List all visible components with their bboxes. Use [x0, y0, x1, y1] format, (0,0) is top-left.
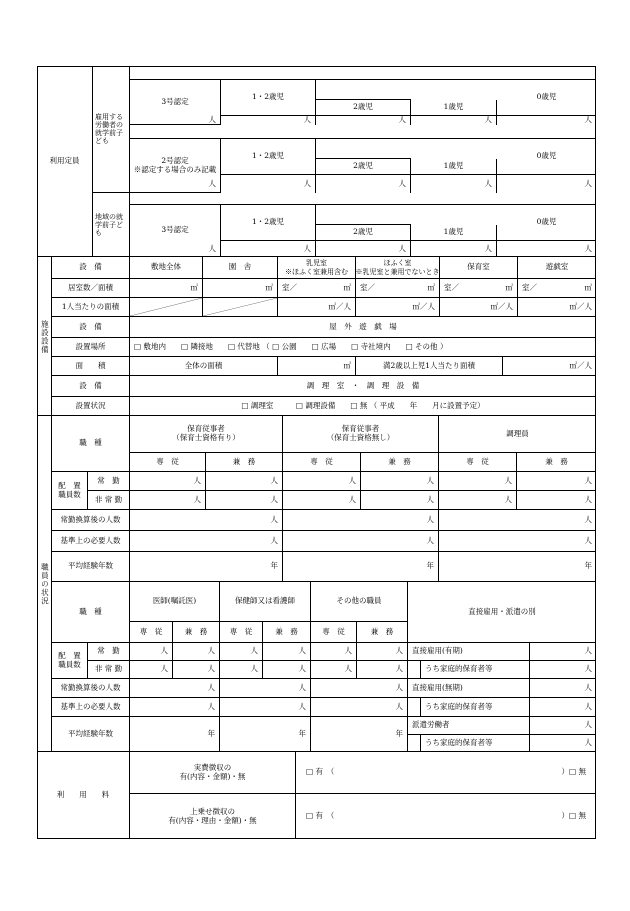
unit-person-2: 人	[411, 175, 497, 193]
unit-person: 人	[584, 738, 592, 748]
cell-text: 保育従事者	[341, 424, 380, 434]
unit-m2: ㎡	[130, 279, 203, 298]
unit-person: 人	[311, 643, 357, 661]
cell-text: 配 置	[58, 480, 81, 490]
sub-header: 兼 務	[173, 622, 220, 643]
unit-person-1: 人	[130, 116, 221, 125]
unit-person: 人	[530, 698, 596, 717]
cell-text: 配 置	[58, 650, 81, 660]
assigned-label	[52, 643, 88, 679]
unit-cell: 年	[283, 552, 439, 582]
cell-text: 有(内容・理由・金額)・無	[168, 815, 257, 825]
cell-text: 上乗せ徴収の	[190, 806, 235, 816]
fee-options	[296, 794, 596, 839]
blank-row-2	[130, 125, 596, 139]
cert-label-1: 3号認定	[130, 80, 221, 125]
unit-person: 人	[530, 661, 596, 679]
room-area-cell	[278, 279, 356, 298]
unit-person: 人	[517, 491, 596, 510]
sub-header: 兼 務	[517, 453, 596, 472]
nonregular-label: 非 常 勤	[88, 491, 130, 510]
sub-header: 専 従	[311, 622, 357, 643]
unit-m2-per: ㎡／人	[440, 298, 518, 317]
age-1-2-1: 1・2歳児	[221, 80, 316, 116]
age-2-2: 2歳児	[316, 159, 411, 175]
unit-cell: 年	[130, 717, 220, 752]
unit-cell: 人	[439, 510, 596, 531]
x	[408, 661, 420, 679]
unit-person: 人	[283, 472, 361, 491]
nonregular-label: 非 常 勤	[88, 661, 130, 679]
unit-m2-per: ㎡／人	[278, 298, 356, 317]
regular-label: 常 勤	[88, 643, 130, 661]
cell-3	[316, 205, 411, 225]
unit-person: 人	[517, 472, 596, 491]
cert-label-3: 3号認定	[130, 205, 221, 257]
unit-text: 室／	[522, 282, 537, 292]
sub-header: 兼 務	[263, 622, 311, 643]
cell-text: （保育士資格有り）	[172, 433, 240, 442]
unit-person: 人	[357, 643, 408, 661]
assigned-label	[52, 472, 88, 510]
sub-header: 専 従	[283, 453, 361, 472]
actual-fee-label	[130, 752, 296, 794]
outdoor-title: 屋 外 遊 戯 場	[130, 317, 596, 338]
unit-cell: 人	[283, 510, 439, 531]
kitchen-options: □ 調理室 □ 調理設備 □ 無 （ 平成 年 月に設置予定）	[241, 401, 485, 411]
sub-header: 専 従	[130, 453, 206, 472]
unit-person: 人	[311, 661, 357, 679]
fee-option-text: ）□ 無	[561, 811, 586, 821]
x	[408, 698, 420, 717]
cell-text: 2号認定	[161, 155, 189, 165]
unit-person: 人	[263, 661, 311, 679]
status-label: 設置状況	[52, 397, 130, 416]
col-doctor: 医師(嘱託医)	[130, 582, 220, 622]
row-label: 基準上の必要人数	[52, 531, 130, 552]
unit-m2: ㎡	[203, 279, 278, 298]
cell-text: （保育士資格無し）	[326, 433, 395, 442]
unit-cell: 年	[311, 717, 408, 752]
cell-text: 職員数	[58, 659, 81, 669]
unit-person: 人	[130, 491, 206, 510]
usage-label: 利用定員	[37, 66, 93, 257]
facility-col-header	[356, 257, 440, 279]
unit-text: ㎡	[427, 282, 435, 292]
row-label: 平均経験年数	[52, 717, 130, 752]
cell-text: ※認定する場合のみ記載	[133, 164, 217, 174]
employment-type-label: 派遣労働者	[408, 717, 530, 735]
cell-1	[316, 80, 411, 100]
unit-person: 人	[439, 472, 517, 491]
diagonal-line	[203, 298, 277, 316]
unit-cell: 年	[220, 717, 311, 752]
total-area: 全体の面積	[130, 357, 278, 376]
unit-person: 人	[206, 491, 283, 510]
age-0-2: 0歳児	[497, 139, 596, 175]
unit-person-2: 人	[221, 175, 316, 193]
unit-person: 人	[220, 643, 263, 661]
unit-cell: 人	[220, 698, 311, 717]
sub-header: 兼 務	[206, 453, 283, 472]
row-label: 常勤換算後の人数	[52, 679, 130, 698]
room-area-cell	[440, 279, 518, 298]
employment-type-label: 直接雇用(無期)	[408, 679, 530, 698]
kitchen-title: 調 理 室 ・ 調 理 設 備	[130, 376, 596, 397]
unit-person: 人	[283, 491, 361, 510]
group-employed: 雇用する労働者の就学前子ども	[93, 66, 130, 193]
unit-cell: 人	[130, 698, 220, 717]
facility-col-header: 保育室	[440, 257, 518, 279]
staff-label: 職員の状況	[37, 416, 52, 752]
unit-cell: 人	[439, 531, 596, 552]
facility-col-header	[278, 257, 356, 279]
unit-person: 人	[530, 717, 596, 735]
unit-person: 人	[130, 472, 206, 491]
cell-text: 実費徴収の	[193, 762, 232, 772]
per-child-area: 満2歳以上児1人当たり面積	[356, 357, 503, 376]
cell-text: ※乳児室と兼用でないとき	[355, 267, 440, 276]
sub-header: 専 従	[130, 622, 173, 643]
unit-cell: 人	[311, 698, 408, 717]
col-cook: 調理員	[439, 416, 596, 453]
col-qualified	[130, 416, 283, 453]
age-1-2: 1歳児	[411, 159, 497, 175]
equipment-label: 設 備	[52, 376, 130, 397]
unit-person: 人	[220, 661, 263, 679]
unit-person: 人	[263, 643, 311, 661]
unit-person-3: 人	[130, 241, 221, 257]
unit-cell: 人	[130, 531, 283, 552]
extra-fee-label	[130, 794, 296, 839]
sub-header: 兼 務	[357, 622, 408, 643]
col-unqualified	[283, 416, 439, 453]
cell-text: 職員数	[58, 489, 81, 499]
col-employment-type: 直接雇用・派遣の別	[408, 582, 596, 643]
sub-header: 兼 務	[361, 453, 439, 472]
row-label: 基準上の必要人数	[52, 698, 130, 717]
unit-text: 室／	[282, 282, 297, 292]
diagonal-line	[130, 298, 202, 316]
employment-type-label: うち家庭的保育者等	[420, 698, 530, 717]
unit-person-1: 人	[584, 115, 592, 125]
fee-option-text: □ 有 （	[306, 811, 335, 821]
unit-person-3: 人	[411, 241, 497, 257]
fees-label: 利 用 料	[37, 752, 130, 839]
unit-cell: 人	[130, 679, 220, 698]
col-other: その他の職員	[311, 582, 408, 622]
unit-cell: 人	[220, 679, 311, 698]
cell-text: 保育従事者	[187, 424, 225, 434]
unit-person: 人	[361, 491, 439, 510]
unit-cell: 人	[311, 679, 408, 698]
unit-person-2: 人	[316, 175, 411, 193]
row-label: 常勤換算後の人数	[52, 510, 130, 531]
unit-person: 人	[357, 661, 408, 679]
unit-person: 人	[130, 643, 173, 661]
age-0-3: 0歳児	[497, 205, 596, 241]
col-nurse: 保健師又は看護師	[220, 582, 311, 622]
unit-text: ㎡	[584, 282, 592, 292]
unit-person: 人	[130, 661, 173, 679]
cell-text: ※ほふく室兼用含む	[285, 267, 348, 276]
blank-row-3	[130, 193, 596, 205]
unit-cell: 人	[130, 510, 283, 531]
age-2-3: 2歳児	[316, 225, 411, 241]
fee-option-text: □ 有 （	[306, 767, 335, 777]
facility-label: 施設設備	[37, 257, 52, 416]
unit-text: ㎡	[505, 282, 513, 292]
facility-col-header: 園 舎	[203, 257, 278, 279]
unit-person: 人	[530, 643, 596, 661]
equipment-label: 設 備	[52, 317, 130, 338]
slashed-cell	[130, 298, 203, 317]
row-rooms: 居室数／面積	[52, 279, 130, 298]
age-0-1: 0歳児	[497, 80, 596, 116]
unit-m2-per: ㎡／人	[518, 298, 596, 317]
unit-person-2: 人	[584, 178, 592, 188]
blank-row	[130, 66, 596, 80]
cell-text: 乳児室	[306, 259, 327, 268]
unit-text: 室／	[360, 282, 375, 292]
unit-person-2: 人	[130, 175, 221, 193]
form-table	[37, 66, 596, 839]
unit-person: 人	[439, 491, 517, 510]
room-area-cell	[356, 279, 440, 298]
sub-header: 専 従	[220, 622, 263, 643]
employment-type-label: うち家庭的保育者等	[420, 735, 530, 752]
employment-type-label: 直接雇用(有期)	[408, 643, 530, 661]
area-label: 面 積	[52, 357, 130, 376]
unit-m2-per: ㎡／人	[356, 298, 440, 317]
unit-text: 室／	[444, 282, 459, 292]
cell-text: ほふく室	[383, 259, 412, 268]
sub-header: 専 従	[439, 453, 517, 472]
fee-options	[296, 752, 596, 794]
unit-person: 人	[361, 472, 439, 491]
unit-text: ㎡	[343, 282, 351, 292]
unit-cell: 年	[130, 552, 283, 582]
unit-person-1: 人	[411, 116, 497, 125]
age-1-1: 1歳児	[411, 100, 497, 116]
unit-person-1: 人	[221, 116, 316, 125]
facility-col-header: 敷地全体	[130, 257, 203, 279]
age-1-2-3: 1・2歳児	[221, 205, 316, 241]
job-type: 職 種	[52, 582, 130, 643]
age-2-1: 2歳児	[316, 100, 411, 116]
facility-col-header: 遊戯室	[518, 257, 596, 279]
regular-label: 常 勤	[88, 472, 130, 491]
location-options: □ 敷地内 □ 隣接地 □ 代替地 （ □ 公園 □ 広場 □ 寺社境内 □ その他 ）	[130, 338, 596, 357]
facility-col-header: 設 備	[52, 257, 130, 279]
job-type: 職 種	[52, 416, 130, 472]
unit-person-1: 人	[316, 116, 411, 125]
employment-type-label: うち家庭的保育者等	[420, 661, 530, 679]
unit-person: 人	[173, 643, 220, 661]
row-per-person: 1人当たりの面積	[52, 298, 130, 317]
unit-person-3: 人	[221, 241, 316, 257]
room-area-cell	[518, 279, 596, 298]
cell-2	[316, 139, 411, 159]
unit-person: 人	[530, 679, 596, 698]
row-label: 平均経験年数	[52, 552, 130, 582]
unit-person-3: 人	[584, 243, 592, 253]
unit-person-3: 人	[316, 241, 411, 257]
age-1-2-2: 1・2歳児	[221, 139, 316, 175]
unit-person: 人	[173, 661, 220, 679]
unit-person: 人	[206, 472, 283, 491]
unit-m2: ㎡	[278, 357, 356, 376]
unit-cell: 人	[283, 531, 439, 552]
unit-m2-per: ㎡／人	[503, 357, 596, 376]
unit-cell: 年	[439, 552, 596, 582]
fee-option-text: ）□ 無	[561, 767, 586, 777]
cell-text: 有(内容・金額)・無	[179, 771, 246, 781]
group-local: 地域の就学前子ども	[93, 193, 130, 257]
location-label: 設置場所	[52, 338, 130, 357]
age-1-3: 1歳児	[411, 225, 497, 241]
slashed-cell	[203, 298, 278, 317]
